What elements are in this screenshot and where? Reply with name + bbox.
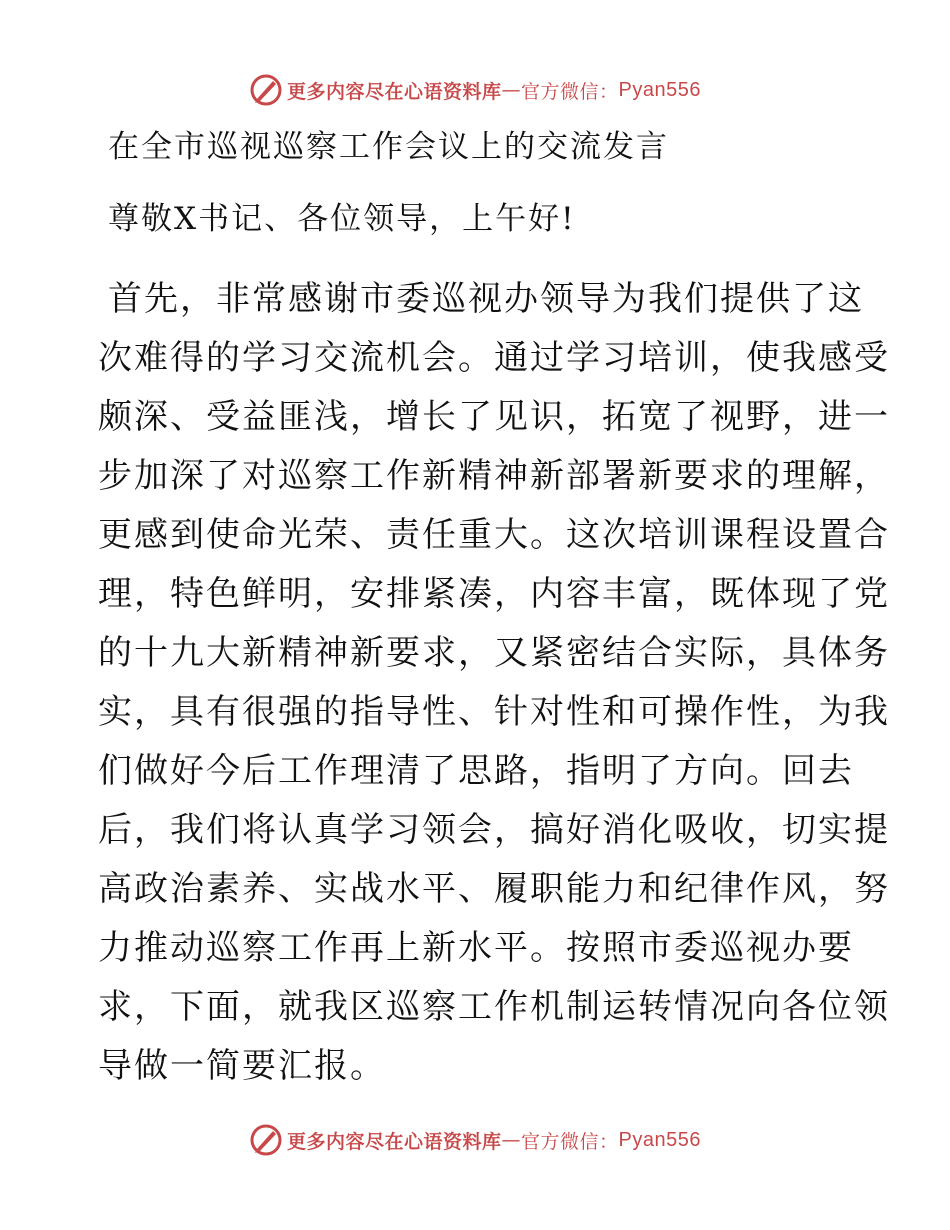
watermark-brand: 更多内容尽在心语资料库 [287, 80, 502, 103]
watermark-separator: — [501, 79, 522, 101]
paragraph-line: 求，下面，就我区巡察工作机制运转情况向各位领 [98, 987, 890, 1027]
document-title: 在全市巡视巡察工作会议上的交流发言 [108, 129, 669, 165]
paragraph-line: 首先，非常感谢市委巡视办领导为我们提供了这 [108, 279, 864, 319]
paragraph-line: 导做一简要汇报。 [98, 1046, 386, 1086]
paragraph-line: 更感到使命光荣、责任重大。这次培训课程设置合 [98, 515, 890, 555]
paragraph-line: 们做好今后工作理清了思路，指明了方向。回去 [98, 751, 854, 791]
watermark-separator: — [501, 1129, 522, 1151]
header-watermark [0, 68, 950, 112]
paragraph-line: 后，我们将认真学习领会，搞好消化吸收，切实提 [98, 810, 890, 850]
paragraph-line: 理，特色鲜明，安排紧凑，内容丰富，既体现了党 [98, 574, 890, 614]
paragraph-line: 的十九大新精神新要求，又紧密结合实际，具体务 [98, 633, 890, 673]
watermark-label: 官方微信： [521, 1130, 619, 1153]
paragraph-line: 颇深、受益匪浅，增长了见识，拓宽了视野，进一 [98, 397, 890, 437]
document-paragraph [98, 270, 890, 1096]
quill-logo-icon [249, 73, 283, 107]
footer-watermark [0, 1118, 950, 1162]
quill-logo-icon [249, 1123, 283, 1157]
paragraph-line: 高政治素养、实战水平、履职能力和纪律作风，努 [98, 869, 890, 909]
watermark-account: Pyan556 [618, 1128, 701, 1151]
paragraph-line: 步加深了对巡察工作新精神新部署新要求的理解， [98, 456, 890, 496]
watermark-label: 官方微信： [521, 80, 619, 103]
document-greeting: 尊敬X书记、各位领导，上午好! [108, 201, 576, 237]
paragraph-line: 力推动巡察工作再上新水平。按照市委巡视办要 [98, 928, 854, 968]
paragraph-line: 实，具有很强的指导性、针对性和可操作性，为我 [98, 692, 890, 732]
watermark-account: Pyan556 [618, 78, 701, 101]
watermark-brand: 更多内容尽在心语资料库 [287, 1130, 502, 1153]
paragraph-line: 次难得的学习交流机会。通过学习培训，使我感受 [98, 338, 890, 378]
